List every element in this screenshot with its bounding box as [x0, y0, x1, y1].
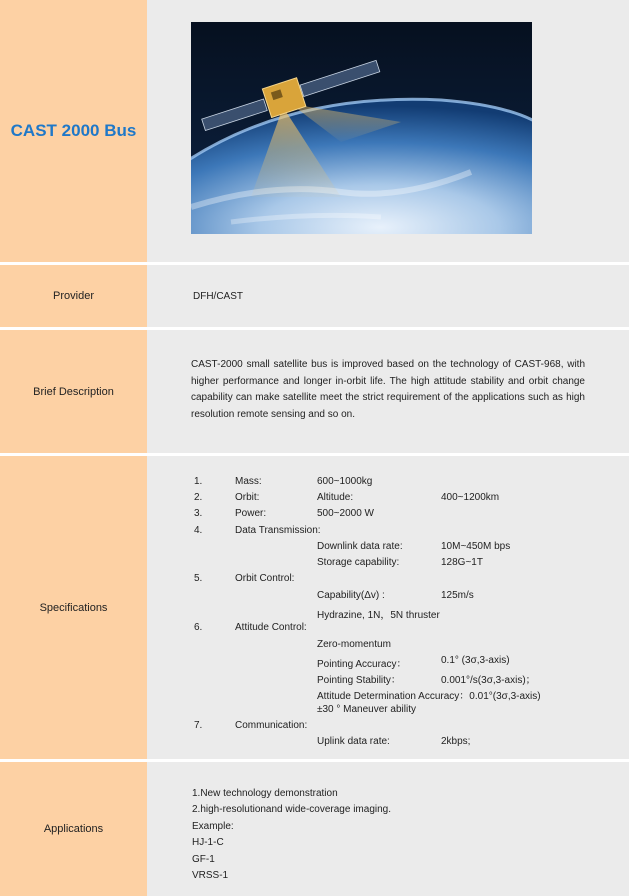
spec-number: 1. [194, 476, 203, 487]
spec-sub-key: Capability(Δv) : [317, 590, 385, 601]
specifications-label: Specifications [0, 456, 147, 759]
spec-name: Orbit Control: [235, 573, 295, 584]
title-row [0, 0, 629, 262]
spec-sub-key: Pointing Accuracy： [317, 659, 407, 670]
applications-cell [147, 762, 629, 896]
spec-sub-value: 128G~1T [441, 557, 483, 568]
title-cell [0, 0, 147, 262]
spec-name: Power: [235, 508, 267, 519]
specifications-cell [147, 456, 629, 759]
provider-cell [147, 265, 629, 327]
spec-sub-value: 0.1° (3σ,3-axis) [441, 655, 510, 666]
spec-name: Data Transmission: [235, 525, 321, 536]
image-cell [147, 0, 629, 262]
spec-number: 4. [194, 525, 203, 536]
spec-sub-key: Attitude Determination Accuracy：0.01°(3σ,3-axis) [317, 691, 541, 702]
list-item: GF-1 [192, 853, 215, 865]
spec-sub-value: 2kbps; [441, 736, 471, 747]
brief-text: CAST-2000 small satellite bus is improved based on the technology of CAST-968, with higher performance and longer in-orbit life. The high attitude stability and orbit change capability can make satellite meet the strict requirement of the applications such as high resolution remote sensing and so on. [191, 359, 585, 420]
spec-sub-value: 10M~450M bps [441, 541, 511, 552]
spec-number: 2. [194, 492, 203, 503]
spec-sub-key: Hydrazine, 1N，5N thruster [317, 610, 440, 621]
spec-sub-key: ±30 ° Maneuver ability [317, 704, 416, 715]
list-item: Example: [192, 820, 234, 832]
specifications-row [0, 456, 629, 759]
spec-sub-key: Uplink data rate: [317, 736, 390, 747]
brief-label: Brief Description [0, 330, 147, 453]
spec-value: 400~1200km [441, 492, 500, 503]
applications-row [0, 762, 629, 896]
spec-value: 600~1000kg [317, 476, 373, 487]
brief-cell [147, 330, 629, 453]
satellite-image [191, 22, 532, 234]
provider-label: Provider [0, 265, 147, 327]
spec-value: 500~2000 W [317, 508, 374, 519]
spec-number: 5. [194, 573, 203, 584]
provider-value: DFH/CAST [193, 291, 243, 302]
spec-number: 6. [194, 622, 203, 633]
list-item: VRSS-1 [192, 870, 229, 882]
spec-sub-key: Storage capability: [317, 557, 400, 568]
spec-value: Altitude: [317, 492, 354, 503]
spec-name: Attitude Control: [235, 622, 307, 633]
applications-label: Applications [0, 762, 147, 896]
spec-sub-value: 0.001°/s(3σ,3-axis)； [441, 675, 536, 686]
spec-number: 3. [194, 508, 203, 519]
list-item: 2.high-resolutionand wide-coverage imaging. [192, 804, 392, 816]
spec-name: Mass: [235, 476, 262, 487]
spec-name: Communication: [235, 720, 308, 731]
brief-row [0, 330, 629, 453]
spec-sub-key: Zero-momentum [317, 639, 391, 650]
applications-list [192, 786, 391, 884]
list-item: HJ-1-C [192, 837, 224, 849]
spec-number: 7. [194, 720, 203, 731]
spec-sub-key: Pointing Stability： [317, 675, 401, 686]
bus-title: CAST 2000 Bus [10, 121, 137, 140]
list-item: 1.New technology demonstration [192, 788, 338, 799]
spec-name: Orbit: [235, 492, 260, 503]
provider-row [0, 265, 629, 327]
spec-sub-value: 125m/s [441, 590, 474, 601]
spec-sub-key: Downlink data rate: [317, 541, 403, 552]
